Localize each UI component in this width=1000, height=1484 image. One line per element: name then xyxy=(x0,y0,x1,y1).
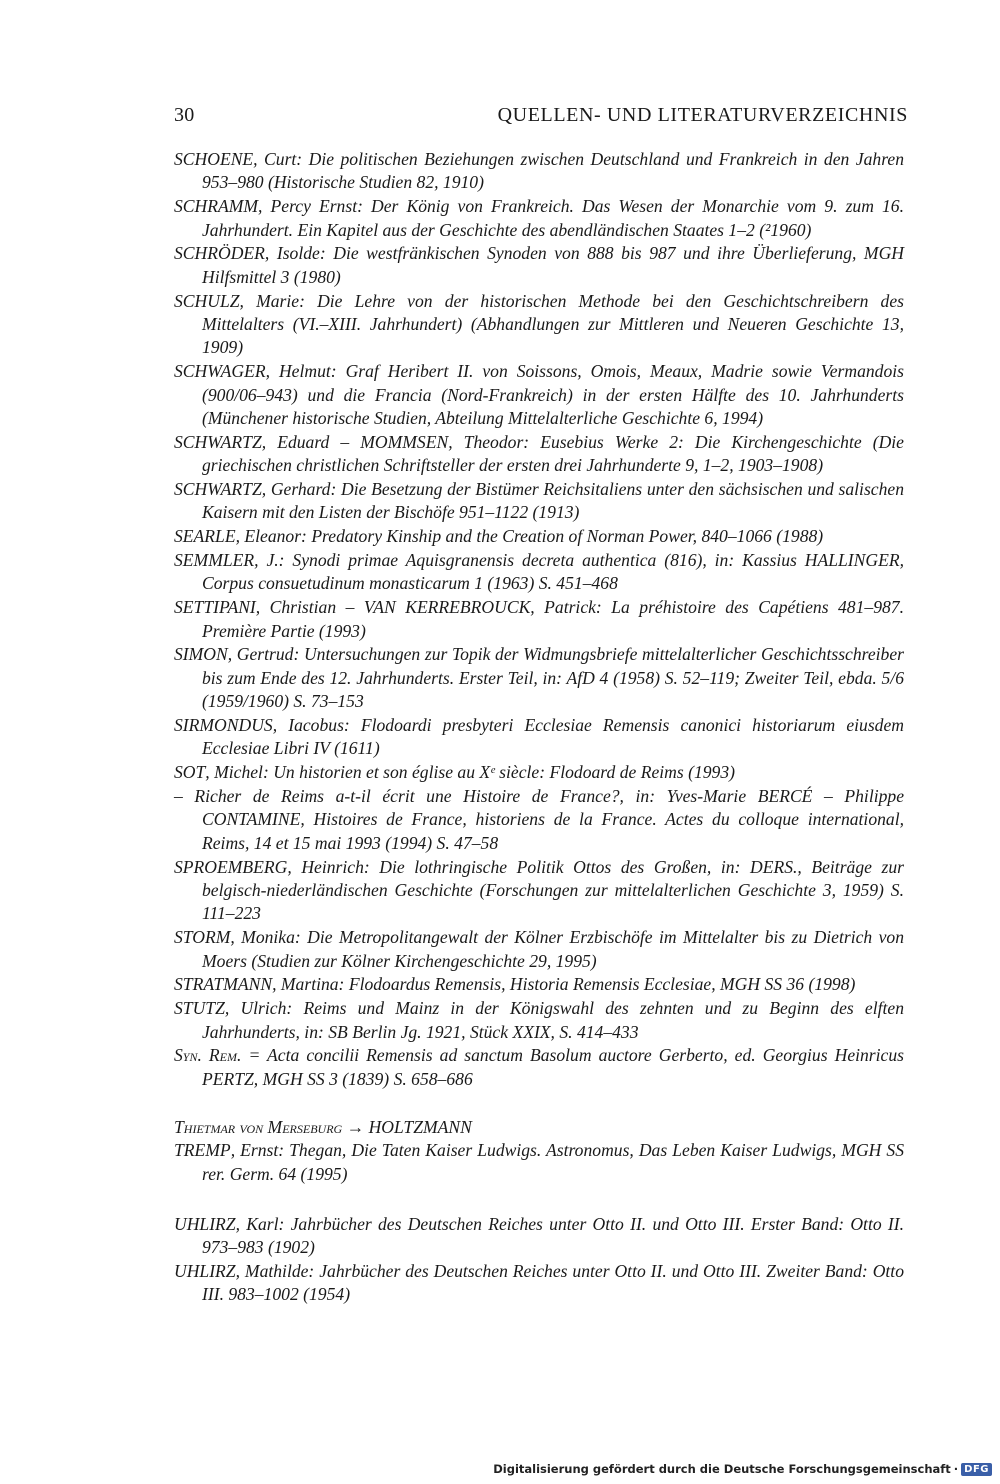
bibliography-entry xyxy=(174,1260,904,1307)
entry-text: , Christian – VAN KERREBROUCK, Patrick: La préhistoire des Capétiens 481–987. Première Partie (1993) xyxy=(202,597,904,641)
bibliography-entry xyxy=(174,290,904,360)
entry-author: TREMP xyxy=(174,1140,231,1161)
bibliography-entry xyxy=(174,525,904,548)
bibliography-entry xyxy=(174,148,904,195)
entry-text: , J.: Synodi primae Aquisgranensis decreta authentica (816), in: Kassius HALLINGER, Corpus consuetudinum monasticarum 1 (1963) S. 451–468 xyxy=(202,550,904,594)
entry-text: , Gerhard: Die Besetzung der Bistümer Reichsitaliens unter den sächsischen und salischen Kaisern mit den Listen der Bischöfe 951–1122 (1913) xyxy=(202,479,904,523)
bibliography-entry xyxy=(174,478,904,525)
entry-author: Thietmar von Merseburg xyxy=(174,1116,343,1137)
entry-author: SETTIPANI xyxy=(174,597,256,618)
entry-text: → HOLTZMANN xyxy=(342,1116,472,1137)
section-gap xyxy=(174,1187,904,1213)
entry-text: , Heinrich: Die lothringische Politik Ottos des Großen, in: DERS., Beiträge zur belgisch-niederländischen Geschichte (Forschungen zur mittelalterlichen Geschichte 3, 1959) S. 111–223 xyxy=(202,856,904,924)
entry-text: , Percy Ernst: Der König von Frankreich. Das Wesen der Monarchie vom 9. zum 16. Jahrhundert. Ein Kapitel aus der Geschichte des abendländischen Staates 1–2 (²1960) xyxy=(202,196,904,240)
entry-author: SIRMONDUS xyxy=(174,715,273,736)
entry-group-u xyxy=(174,1213,904,1307)
running-title: QUELLEN- UND LITERATURVERZEICHNIS xyxy=(497,104,908,126)
entry-group-s xyxy=(174,148,904,1091)
entry-author: STUTZ xyxy=(174,998,225,1019)
entry-text: , Martina: Flodoardus Remensis, Historia Remensis Ecclesiae, MGH SS 36 (1998) xyxy=(272,974,856,995)
entry-text: , Curt: Die politischen Beziehungen zwischen Deutschland und Frankreich in den Jahren 953–980 (Historische Studien 82, 1910) xyxy=(202,149,904,193)
entry-author: UHLIRZ xyxy=(174,1213,236,1234)
entry-author: SOT xyxy=(174,762,206,783)
bibliography-entry xyxy=(174,785,904,855)
bibliography-entry xyxy=(174,856,904,926)
entry-text: , Ulrich: Reims und Mainz in der Königswahl des zehnten und zu Beginn des elften Jahrhunderts, in: SB Berlin Jg. 1921, Stück XXIX, S. 414–433 xyxy=(202,998,904,1042)
entry-text: , Marie: Die Lehre von der historischen Methode bei den Geschichtschreibern des Mittelalters (VI.–XIII. Jahrhundert) (Abhandlungen zur Mittleren und Neueren Geschichte 13, 1909) xyxy=(202,290,904,358)
entry-group-t xyxy=(174,1116,904,1187)
bibliography-entry xyxy=(174,195,904,242)
entry-text: , Gertrud: Untersuchungen zur Topik der Widmungsbriefe mittelalterlicher Geschichtsschreiber bis zum Ende des 12. Jahrhunderts. Erster Teil, in: AfD 4 (1958) S. 52–119; Zweiter Teil, ebda. 5/6 (1959/1960) S. 73–153 xyxy=(202,644,904,712)
entry-author: SCHWARTZ xyxy=(174,431,262,452)
entry-author: STORM xyxy=(174,927,231,948)
digitization-footer xyxy=(493,1462,992,1476)
entry-author: SCHWARTZ xyxy=(174,479,262,500)
footer-bullet: · xyxy=(953,1462,959,1476)
entry-author: UHLIRZ xyxy=(174,1260,236,1281)
entry-text: , Michel: Un historien et son église au Xᵉ siècle: Flodoard de Reims (1993) xyxy=(205,762,735,783)
bibliography-entry xyxy=(174,1139,904,1186)
entry-text: , Ernst: Thegan, Die Taten Kaiser Ludwigs. Astronomus, Das Leben Kaiser Ludwigs, MGH SS rer. Germ. 64 (1995) xyxy=(202,1140,904,1184)
bibliography-entry xyxy=(174,360,904,430)
entry-text: , Karl: Jahrbücher des Deutschen Reiches unter Otto II. und Otto III. Erster Band: Otto II. 973–983 (1902) xyxy=(202,1213,904,1258)
footer-text: Digitalisierung gefördert durch die Deutsche Forschungsgemeinschaft xyxy=(493,1462,951,1476)
dfg-logo-icon: DFG xyxy=(961,1463,992,1476)
bibliography-entry xyxy=(174,1116,904,1139)
entry-author: SCHRÖDER xyxy=(174,243,265,264)
entry-text: Richer de Reims a-t-il écrit une Histoire de France?, in: Yves-Marie BERCÉ – Philippe CONTAMINE, Histoires de France, historiens de la France. Actes du colloque international, Reims, 14 et 15 mai 1993 (1994) S. 47–58 xyxy=(182,786,904,853)
bibliography-entry xyxy=(174,761,904,784)
entry-author: SCHWAGER xyxy=(174,361,266,382)
entry-author: SCHULZ xyxy=(174,290,240,311)
bibliography-entry xyxy=(174,1213,904,1260)
entry-text: , Isolde: Die westfränkischen Synoden von 888 bis 987 und ihre Überlieferung, MGH Hilfsmittel 3 (1980) xyxy=(202,243,904,287)
bibliography-entry xyxy=(174,431,904,478)
bibliography-list xyxy=(174,148,904,1307)
entry-author: SCHRAMM xyxy=(174,196,259,217)
page-number: 30 xyxy=(174,104,195,126)
entry-author: SCHOENE xyxy=(174,149,254,169)
entry-author: SPROEMBERG xyxy=(174,856,288,877)
entry-author: SIMON xyxy=(174,644,228,665)
entry-text: , Monika: Die Metropolitangewalt der Kölner Erzbischöfe im Mittelalter bis zu Dietrich von Moers (Studien zur Kölner Kirchengeschichte 29, 1995) xyxy=(202,927,904,971)
bibliography-entry xyxy=(174,997,904,1044)
entry-text: , Eduard – MOMMSEN, Theodor: Eusebius Werke 2: Die Kirchengeschichte (Die griechischen christlichen Schriftsteller der ersten drei Jahrhunderte 9, 1–2, 1903–1908) xyxy=(202,431,904,476)
entry-author: SEARLE xyxy=(174,526,236,547)
entry-text: = Acta concilii Remensis ad sanctum Basolum auctore Gerberto, ed. Georgius Heinricus PERTZ, MGH SS 3 (1839) S. 658–686 xyxy=(202,1045,904,1089)
section-gap xyxy=(174,1092,904,1116)
entry-text: , Helmut: Graf Heribert II. von Soissons, Omois, Meaux, Madrie sowie Vermandois (900/06–943) und die Francia (Nord-Frankreich) in der ersten Hälfte des 10. Jahrhunderts (Münchener historische Studien, Abteilung Mittelalterliche Geschichte 6, 1994) xyxy=(202,361,904,429)
page-header xyxy=(174,104,908,134)
bibliography-entry xyxy=(174,926,904,973)
bibliography-entry xyxy=(174,643,904,713)
entry-author: Syn. Rem. xyxy=(174,1045,242,1066)
bibliography-entry xyxy=(174,1044,904,1091)
entry-text: , Iacobus: Flodoardi presbyteri Ecclesiae Remensis canonici historiarum eiusdem Ecclesiae Libri IV (1611) xyxy=(202,715,904,759)
bibliography-entry xyxy=(174,973,904,996)
entry-text: , Mathilde: Jahrbücher des Deutschen Reiches unter Otto II. und Otto III. Zweiter Band: Otto III. 983–1002 (1954) xyxy=(202,1260,904,1305)
entry-author: SEMMLER xyxy=(174,550,255,571)
bibliography-entry xyxy=(174,549,904,596)
bibliography-entry xyxy=(174,242,904,289)
bibliography-entry xyxy=(174,714,904,761)
entry-author: – xyxy=(174,786,183,807)
entry-author: STRATMANN xyxy=(174,974,273,995)
entry-text: , Eleanor: Predatory Kinship and the Creation of Norman Power, 840–1066 (1988) xyxy=(235,526,824,547)
bibliography-entry xyxy=(174,596,904,643)
